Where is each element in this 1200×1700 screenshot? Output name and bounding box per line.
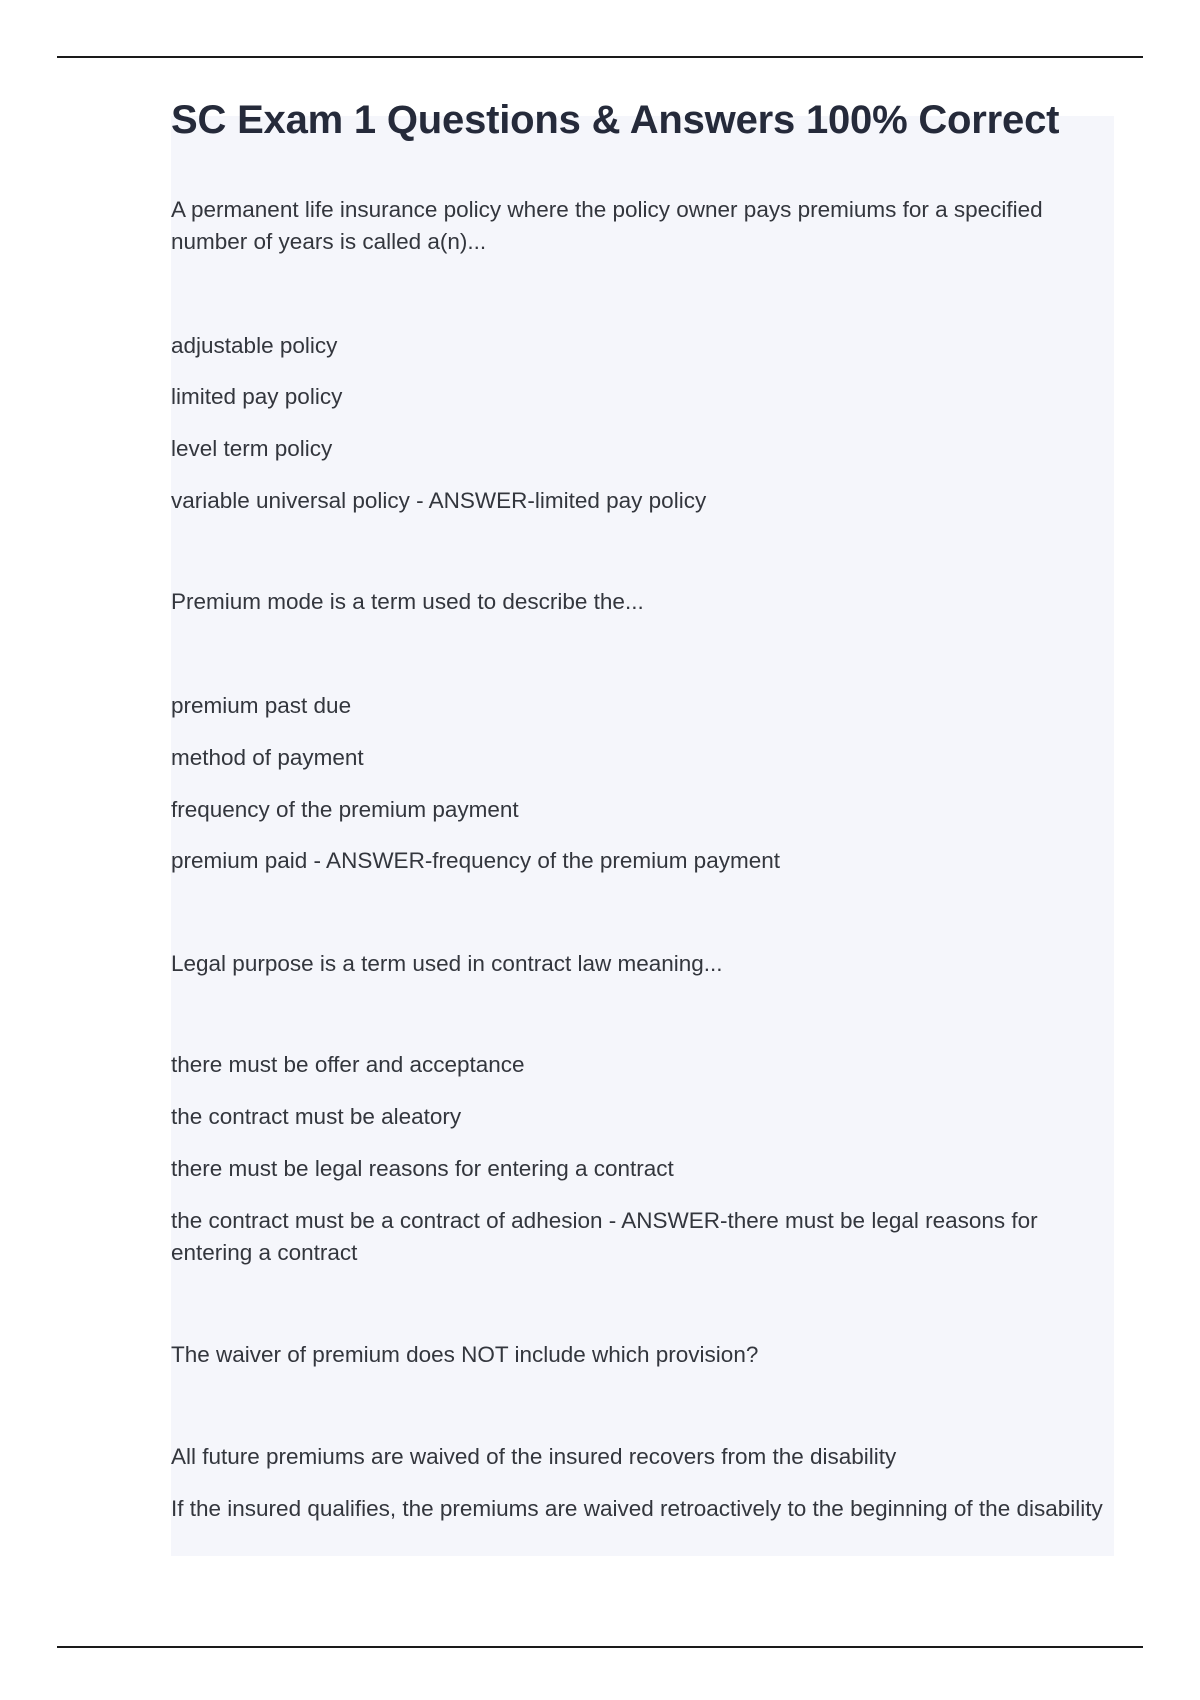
- top-divider: [57, 56, 1143, 58]
- question-4-text: The waiver of premium does NOT include which provision?: [171, 1342, 759, 1367]
- question-1-option-3: level term policy: [171, 436, 333, 461]
- question-2-option-4-answer: premium paid - ANSWER-frequency of the premium payment: [171, 848, 780, 873]
- question-1-option-1: adjustable policy: [171, 333, 338, 358]
- question-2-option-3: frequency of the premium payment: [171, 797, 519, 822]
- question-3-option-1: there must be offer and acceptance: [171, 1052, 525, 1077]
- bottom-divider: [57, 1646, 1143, 1648]
- question-2-text: Premium mode is a term used to describe the...: [171, 589, 644, 614]
- question-1-text: A permanent life insurance policy where the policy owner pays premiums for a specified number of years is called a(n)...: [171, 197, 1043, 254]
- question-3-option-4-answer: the contract must be a contract of adhesion - ANSWER-there must be legal reasons for entering a contract: [171, 1208, 1038, 1265]
- question-2-option-1: premium past due: [171, 693, 352, 718]
- document-title: SC Exam 1 Questions & Answers 100% Correct: [171, 98, 1060, 142]
- question-4-option-1: All future premiums are waived of the insured recovers from the disability: [171, 1444, 897, 1469]
- question-3-text: Legal purpose is a term used in contract law meaning...: [171, 951, 723, 976]
- question-4-option-2: If the insured qualifies, the premiums are waived retroactively to the beginning of the disability: [171, 1496, 1103, 1521]
- question-3-option-3: there must be legal reasons for entering a contract: [171, 1156, 674, 1181]
- question-2-option-2: method of payment: [171, 745, 364, 770]
- question-3-option-2: the contract must be aleatory: [171, 1104, 462, 1129]
- question-1-option-4-answer: variable universal policy - ANSWER-limited pay policy: [171, 488, 707, 513]
- question-1-option-2: limited pay policy: [171, 384, 343, 409]
